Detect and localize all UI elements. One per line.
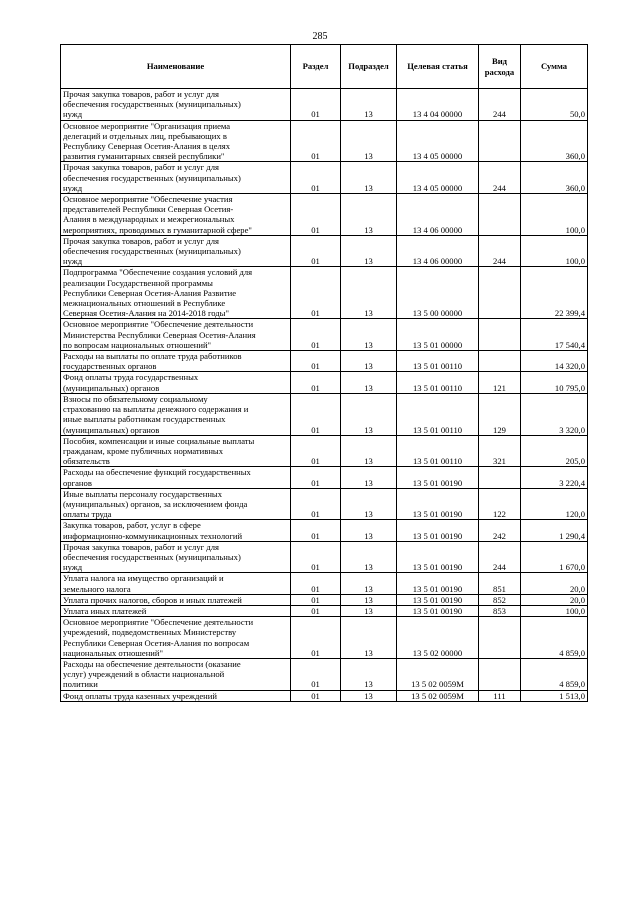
row-subsection: 13 — [341, 617, 397, 659]
row-section: 01 — [291, 520, 341, 541]
table-row — [61, 690, 588, 701]
row-name: Прочая закупка товаров, работ и услуг для обеспечения государственных (муниципальных) нужд — [61, 162, 291, 194]
row-amount: 17 540,4 — [521, 319, 588, 351]
row-subsection: 13 — [341, 467, 397, 488]
row-expense-type: 321 — [479, 435, 521, 467]
row-target: 13 4 06 00000 — [397, 194, 479, 236]
header-name: Наименование — [61, 45, 291, 89]
row-subsection: 13 — [341, 541, 397, 573]
row-section: 01 — [291, 573, 341, 594]
row-expense-type: 129 — [479, 393, 521, 435]
row-name: Расходы на выплаты по оплате труда работников государственных органов — [61, 351, 291, 372]
row-amount: 20,0 — [521, 573, 588, 594]
row-name: Прочая закупка товаров, работ и услуг для обеспечения государственных (муниципальных) нужд — [61, 89, 291, 121]
row-subsection: 13 — [341, 319, 397, 351]
row-amount: 100,0 — [521, 605, 588, 616]
row-target: 13 5 01 00190 — [397, 605, 479, 616]
row-amount: 20,0 — [521, 594, 588, 605]
row-target: 13 5 01 00190 — [397, 467, 479, 488]
row-section: 01 — [291, 541, 341, 573]
row-name: Расходы на обеспечение деятельности (оказание услуг) учреждений в области национальной политики — [61, 658, 291, 690]
row-amount: 100,0 — [521, 194, 588, 236]
row-name: Прочая закупка товаров, работ и услуг для обеспечения государственных (муниципальных) нужд — [61, 541, 291, 573]
row-section: 01 — [291, 120, 341, 162]
row-name: Основное мероприятие "Обеспечение деятельности Министерства Республики Северная Осетия-Алания по вопросам национальных отношений" — [61, 319, 291, 351]
row-amount: 4 859,0 — [521, 617, 588, 659]
row-name: Взносы по обязательному социальному страхованию на выплаты денежного содержания и иные выплаты работникам государственных (муниципальных) органов — [61, 393, 291, 435]
table-row — [61, 435, 588, 467]
table-row — [61, 194, 588, 236]
row-expense-type — [479, 319, 521, 351]
row-amount: 10 795,0 — [521, 372, 588, 393]
row-name: Закупка товаров, работ, услуг в сфере информационно-коммуникационных технологий — [61, 520, 291, 541]
row-target: 13 4 04 00000 — [397, 89, 479, 121]
row-expense-type — [479, 351, 521, 372]
table-row — [61, 594, 588, 605]
table-row — [61, 658, 588, 690]
row-subsection: 13 — [341, 267, 397, 319]
row-expense-type: 121 — [479, 372, 521, 393]
row-section: 01 — [291, 467, 341, 488]
page-number: 285 — [312, 31, 328, 42]
row-target: 13 5 02 0059М — [397, 690, 479, 701]
row-target: 13 5 01 00190 — [397, 541, 479, 573]
row-expense-type: 853 — [479, 605, 521, 616]
row-section: 01 — [291, 690, 341, 701]
table-row — [61, 235, 588, 267]
row-expense-type: 242 — [479, 520, 521, 541]
row-amount: 1 513,0 — [521, 690, 588, 701]
row-section: 01 — [291, 351, 341, 372]
row-expense-type: 122 — [479, 488, 521, 520]
row-name: Основное мероприятие "Обеспечение участия представителей Республики Северная Осетия- Алания в международных и межрегиональных мероприятиях, проводимых в гуманитарной сфере" — [61, 194, 291, 236]
row-section: 01 — [291, 594, 341, 605]
row-name: Пособия, компенсации и иные социальные выплаты гражданам, кроме публичных нормативных обязательств — [61, 435, 291, 467]
row-section: 01 — [291, 658, 341, 690]
row-name: Подпрограмма "Обеспечение создания условий для реализации Государственной программы Республики Северная Осетия-Алания Развитие межнациональных отношений в Республике Северная Осетия-Алания на 2014-2018 годы" — [61, 267, 291, 319]
header-target: Целевая статья — [397, 45, 479, 89]
header-expense-type: Вид расхода — [479, 45, 521, 89]
table-row — [61, 541, 588, 573]
row-amount: 14 320,0 — [521, 351, 588, 372]
row-subsection: 13 — [341, 120, 397, 162]
row-amount: 50,0 — [521, 89, 588, 121]
row-target: 13 5 01 00190 — [397, 488, 479, 520]
row-target: 13 5 01 00110 — [397, 393, 479, 435]
row-name: Фонд оплаты труда государственных (муниципальных) органов — [61, 372, 291, 393]
row-name: Уплата прочих налогов, сборов и иных платежей — [61, 594, 291, 605]
row-subsection: 13 — [341, 89, 397, 121]
row-subsection: 13 — [341, 658, 397, 690]
row-amount: 360,0 — [521, 120, 588, 162]
table-row — [61, 319, 588, 351]
row-subsection: 13 — [341, 488, 397, 520]
row-amount: 1 670,0 — [521, 541, 588, 573]
row-amount: 1 290,4 — [521, 520, 588, 541]
row-subsection: 13 — [341, 605, 397, 616]
row-target: 13 5 01 00110 — [397, 435, 479, 467]
row-expense-type — [479, 194, 521, 236]
table-row — [61, 351, 588, 372]
header-amount: Сумма — [521, 45, 588, 89]
row-section: 01 — [291, 393, 341, 435]
table-row — [61, 605, 588, 616]
table-row — [61, 120, 588, 162]
row-amount: 22 399,4 — [521, 267, 588, 319]
table-row — [61, 372, 588, 393]
row-name: Основное мероприятие "Обеспечение деятельности учреждений, подведомственных Министерству Республики Северная Осетия-Алания по вопросам национальных отношений" — [61, 617, 291, 659]
table-row — [61, 162, 588, 194]
row-subsection: 13 — [341, 520, 397, 541]
row-name: Расходы на обеспечение функций государственных органов — [61, 467, 291, 488]
row-subsection: 13 — [341, 235, 397, 267]
row-name: Основное мероприятие "Организация приема делегаций и отдельных лиц, пребывающих в Республику Северная Осетия-Алания в целях развития гуманитарных связей республики" — [61, 120, 291, 162]
row-target: 13 5 02 0059М — [397, 658, 479, 690]
row-target: 13 5 01 00190 — [397, 573, 479, 594]
row-target: 13 5 01 00000 — [397, 319, 479, 351]
table-row — [61, 267, 588, 319]
row-section: 01 — [291, 267, 341, 319]
table-row — [61, 488, 588, 520]
row-expense-type — [479, 658, 521, 690]
row-amount: 360,0 — [521, 162, 588, 194]
row-section: 01 — [291, 319, 341, 351]
row-section: 01 — [291, 617, 341, 659]
row-name: Иные выплаты персоналу государственных (муниципальных) органов, за исключением фонда оплаты труда — [61, 488, 291, 520]
row-target: 13 5 01 00190 — [397, 520, 479, 541]
row-amount: 205,0 — [521, 435, 588, 467]
row-expense-type — [479, 120, 521, 162]
row-expense-type: 244 — [479, 235, 521, 267]
row-expense-type — [479, 617, 521, 659]
row-section: 01 — [291, 194, 341, 236]
row-amount: 3 220,4 — [521, 467, 588, 488]
row-section: 01 — [291, 372, 341, 393]
table-row — [61, 89, 588, 121]
table-row — [61, 617, 588, 659]
row-target: 13 4 05 00000 — [397, 162, 479, 194]
table-header-row — [61, 45, 588, 89]
row-expense-type: 244 — [479, 541, 521, 573]
row-target: 13 5 02 00000 — [397, 617, 479, 659]
table-row — [61, 520, 588, 541]
row-subsection: 13 — [341, 573, 397, 594]
row-subsection: 13 — [341, 690, 397, 701]
table-row — [61, 573, 588, 594]
row-subsection: 13 — [341, 351, 397, 372]
row-expense-type: 244 — [479, 89, 521, 121]
table-row — [61, 393, 588, 435]
row-section: 01 — [291, 89, 341, 121]
row-expense-type: 852 — [479, 594, 521, 605]
row-subsection: 13 — [341, 594, 397, 605]
row-section: 01 — [291, 235, 341, 267]
row-expense-type: 244 — [479, 162, 521, 194]
row-target: 13 5 01 00110 — [397, 351, 479, 372]
row-subsection: 13 — [341, 194, 397, 236]
row-name: Прочая закупка товаров, работ и услуг для обеспечения государственных (муниципальных) нужд — [61, 235, 291, 267]
row-subsection: 13 — [341, 162, 397, 194]
row-name: Уплата налога на имущество организаций и земельного налога — [61, 573, 291, 594]
budget-table — [60, 44, 588, 702]
row-section: 01 — [291, 435, 341, 467]
row-amount: 120,0 — [521, 488, 588, 520]
row-expense-type — [479, 467, 521, 488]
row-expense-type — [479, 267, 521, 319]
row-name: Уплата иных платежей — [61, 605, 291, 616]
row-target: 13 4 05 00000 — [397, 120, 479, 162]
header-section: Раздел — [291, 45, 341, 89]
row-target: 13 5 01 00110 — [397, 372, 479, 393]
row-name: Фонд оплаты труда казенных учреждений — [61, 690, 291, 701]
row-target: 13 4 06 00000 — [397, 235, 479, 267]
row-amount: 4 859,0 — [521, 658, 588, 690]
row-subsection: 13 — [341, 435, 397, 467]
row-target: 13 5 01 00190 — [397, 594, 479, 605]
row-expense-type: 851 — [479, 573, 521, 594]
row-amount: 100,0 — [521, 235, 588, 267]
row-expense-type: 111 — [479, 690, 521, 701]
row-subsection: 13 — [341, 393, 397, 435]
table-row — [61, 467, 588, 488]
row-section: 01 — [291, 162, 341, 194]
row-subsection: 13 — [341, 372, 397, 393]
header-subsection: Подраздел — [341, 45, 397, 89]
row-section: 01 — [291, 605, 341, 616]
row-target: 13 5 00 00000 — [397, 267, 479, 319]
row-section: 01 — [291, 488, 341, 520]
row-amount: 3 320,0 — [521, 393, 588, 435]
